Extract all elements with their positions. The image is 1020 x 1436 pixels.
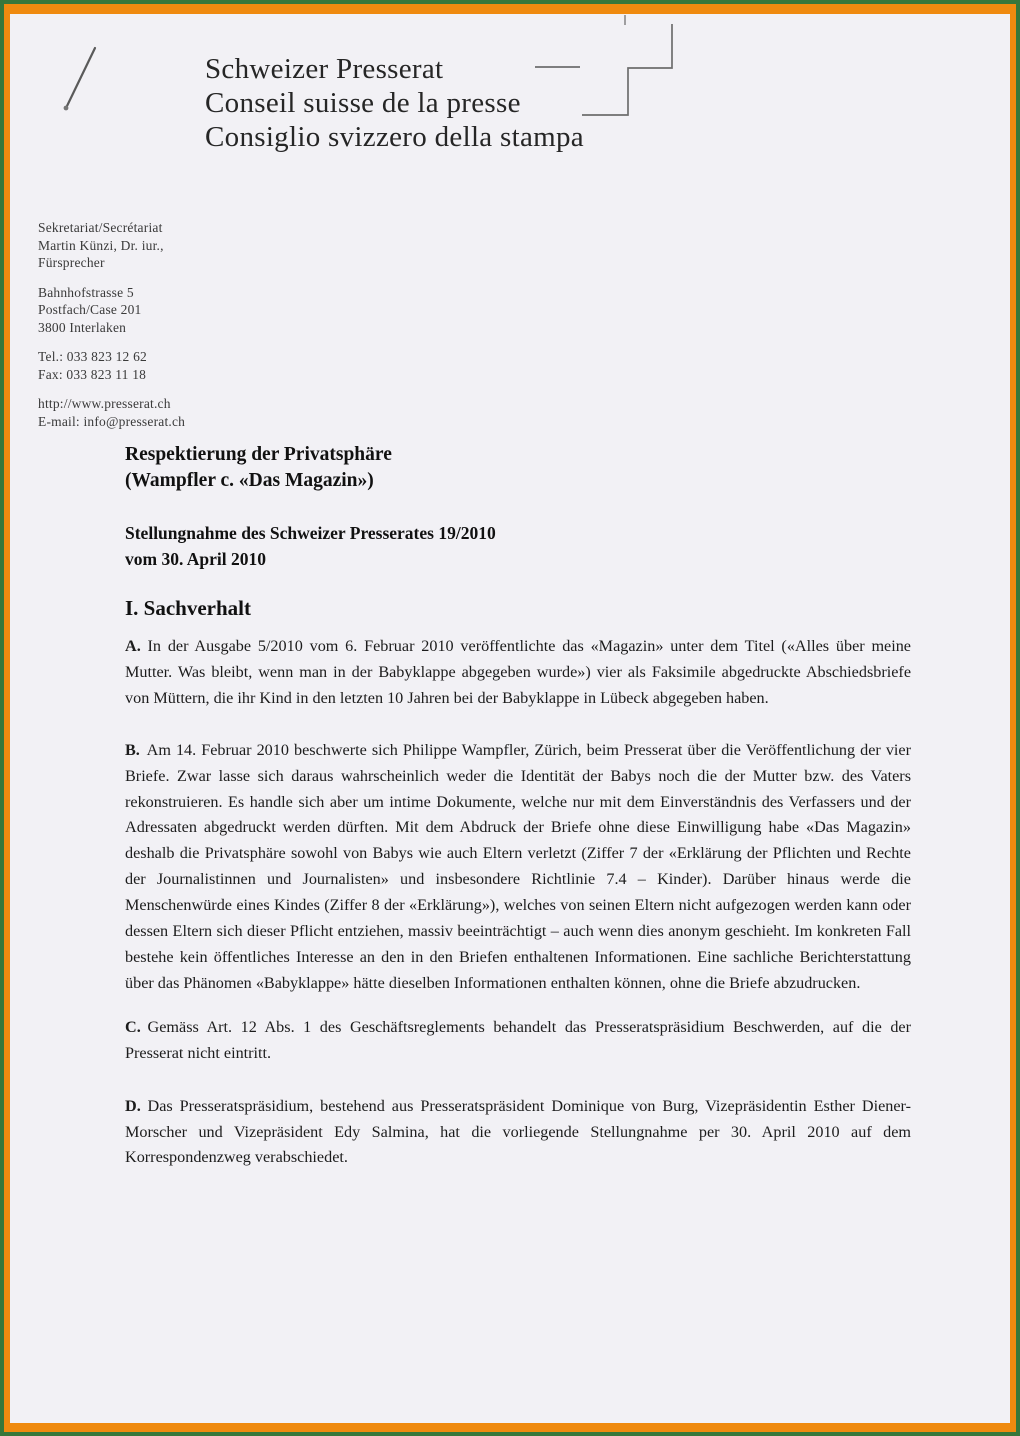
contact-web-email [38, 395, 185, 430]
contact-line: http://www.presserat.ch [38, 396, 171, 411]
contact-line: E-mail: info@presserat.ch [38, 413, 186, 429]
section-heading-sachverhalt: I. Sachverhalt [125, 596, 251, 620]
paragraph-b-text: Am 14. Februar 2010 beschwerte sich Philippe Wampfler, Zürich, beim Presserat über die Veröffentlichung der vier Briefe. Zwar lasse sich daraus wahrscheinlich weder die Identität der Babys noch die der Mutter bzw. des Vaters rekonstruieren. Es handle sich aber um intime Dokumente, welche nur mit dem Einverständnis des Verfassers und der Adressaten abgedruckt werden dürften. Mit dem Abdruck der Briefe ohne diese Einwilligung habe «Das Magazin» deshalb die Privatsphäre sowohl von Babys wie auch Eltern verletzt (Ziffer 7 der «Erklärung der Pflichten und Rechte der Journalistinnen und Journalisten» und insbesondere Richtlinie 7.4 – Kinder). Darüber hinaus werde die Menschenwürde eines Kindes (Ziffer 8 der «Erklärung»), welches von seinen Eltern nicht aufgezogen werden kann oder dessen Eltern sich dieser Pflicht entziehen, massiv beeinträchtigt – auch wenn dies anonym geschieht. Im konkreten Fall bestehe kein öffentliches Interesse an den in den Briefen enthaltenen Informationen. Eine sachliche Berichterstattung über das Phänomen «Babyklappe» hätte dieselben Informationen enthalten können, ohne die Briefe abzudrucken. [125, 740, 911, 992]
paragraph-c [125, 1015, 911, 1067]
document-subtitle-line: Stellungnahme des Schweizer Presserates 19/2010 [125, 523, 496, 543]
document-title [125, 442, 911, 493]
document-title-line: (Wampfler c. «Das Magazin») [125, 469, 374, 491]
paragraph-a-label: A. [125, 637, 141, 655]
paragraph-b [125, 738, 911, 997]
contact-line: Sekretariat/Secrétariat [38, 220, 163, 235]
letterhead-line-fr: Conseil suisse de la presse [205, 87, 521, 119]
paragraph-c-label: C. [125, 1017, 141, 1036]
contact-block [38, 219, 185, 442]
document-subtitle-line: vom 30. April 2010 [125, 549, 266, 569]
contact-line: Fürsprecher [38, 255, 105, 270]
letterhead-line-it: Consiglio svizzero della stampa [205, 121, 584, 153]
paragraph-b-label: B. [125, 740, 140, 759]
document-body [125, 442, 911, 1171]
contact-line: Martin Künzi, Dr. iur., [38, 237, 164, 253]
document-title-line: Respektierung der Privatsphäre [125, 444, 392, 465]
contact-line: Fax: 033 823 11 18 [38, 366, 147, 382]
contact-address [38, 284, 185, 337]
contact-line: Bahnhofstrasse 5 [38, 284, 134, 300]
contact-phone-fax [38, 348, 185, 383]
paragraph-d-text: Das Presseratspräsidium, bestehend aus Presseratspräsident Dominique von Burg, Vizepräsidentin Esther Diener-Morscher und Vizepräsident Edy Salmina, hat die vorliegende Stellungnahme per 30. April 2010 auf dem Korrespondenzweg verabschiedet. [125, 1096, 911, 1167]
paragraph-a-text: In der Ausgabe 5/2010 vom 6. Februar 2010 veröffentlichte das «Magazin» unter dem Titel («Alles über meine Mutter. Was bleibt, wenn man in der Babyklappe abgegeben wurde») vier als Faksimile abgedruckte Abschiedsbriefe von Müttern, die ihr Kind in den letzten 10 Jahren bei der Babyklappe in Lübeck abgegeben haben. [125, 637, 911, 707]
document-subtitle [125, 520, 911, 572]
paragraph-d [125, 1094, 911, 1172]
pen-scratch-icon [55, 42, 105, 117]
contact-secretariat [38, 219, 185, 272]
contact-line: 3800 Interlaken [38, 319, 127, 335]
paragraph-c-text: Gemäss Art. 12 Abs. 1 des Geschäftsreglements behandelt das Presseratspräsidium Beschwerden, auf die der Presserat nicht eintritt. [125, 1017, 911, 1062]
letterhead-title [205, 52, 584, 154]
letterhead-line-de: Schweizer Presserat [205, 53, 444, 85]
paragraph-d-label: D. [125, 1096, 141, 1115]
paragraph-a [125, 634, 911, 712]
page-surface [10, 14, 1010, 1423]
contact-line: Postfach/Case 201 [38, 302, 142, 317]
contact-line: Tel.: 033 823 12 62 [38, 349, 147, 364]
